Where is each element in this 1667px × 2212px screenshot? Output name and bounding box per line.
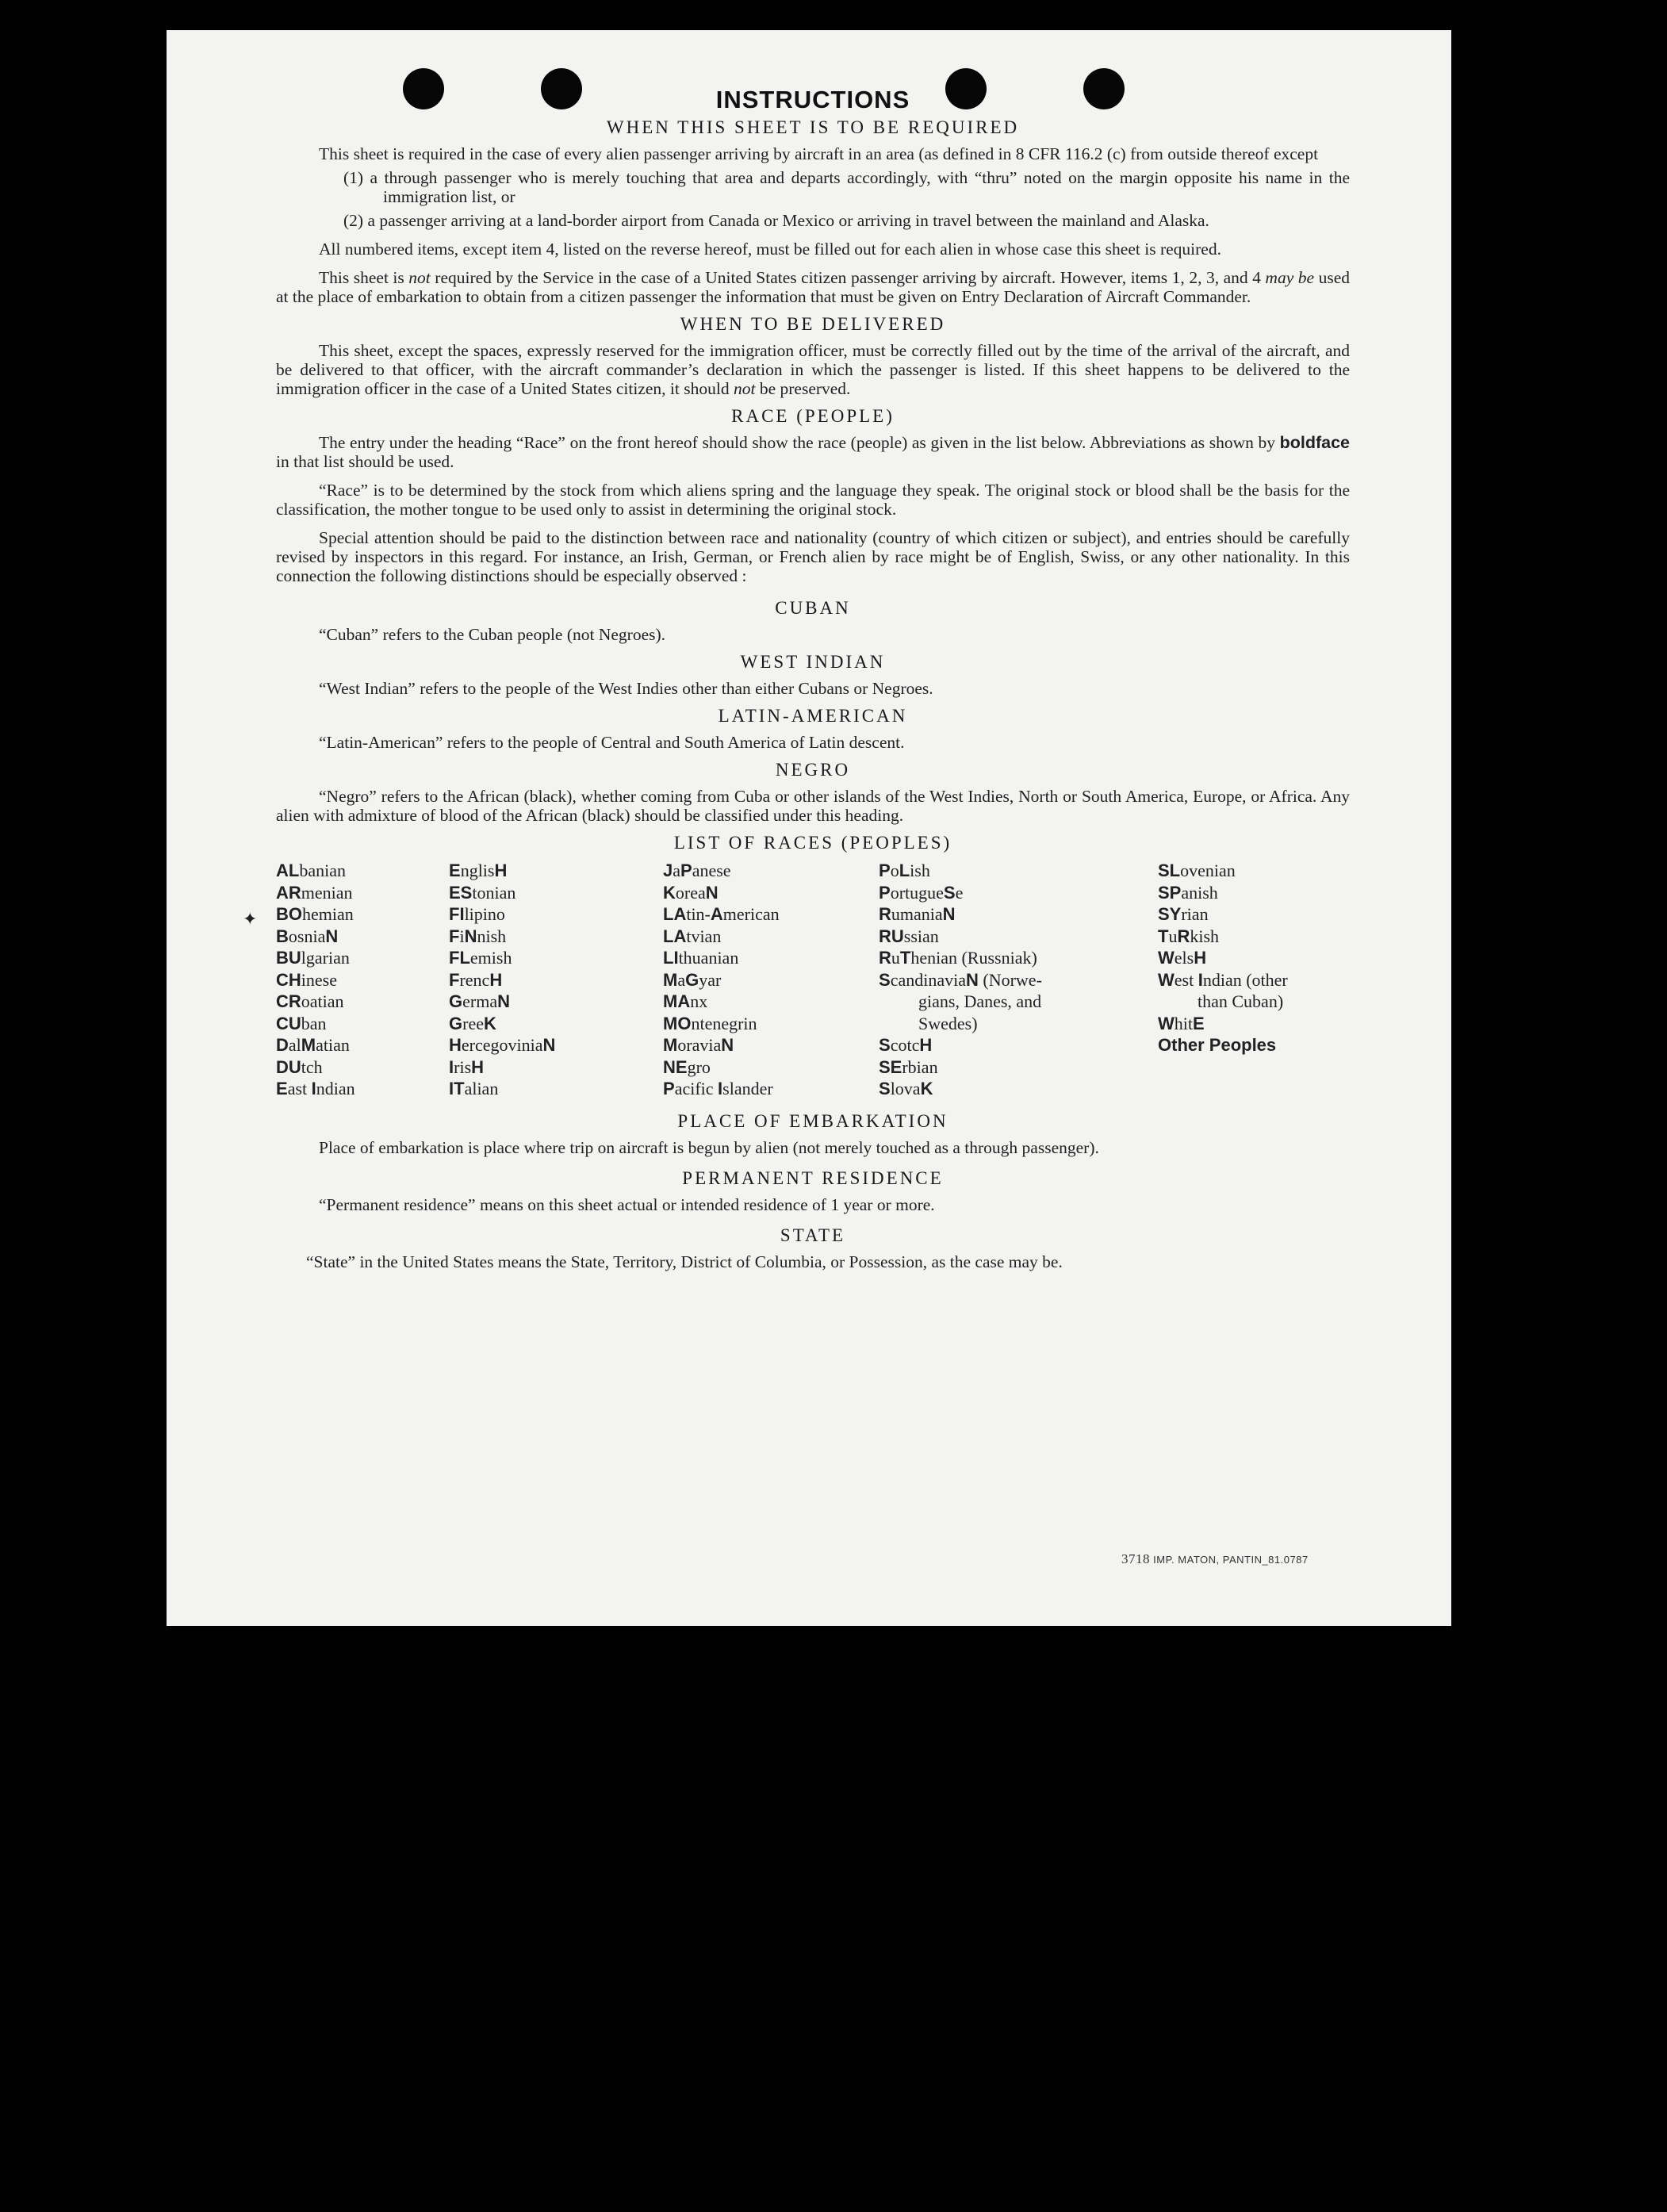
paragraph: The entry under the heading “Race” on the front hereof should show the race (people) as given in the list below. Abbreviations as shown by boldface in that list should be used.: [276, 433, 1350, 471]
race-entry: GreeK: [449, 1013, 496, 1033]
section-heading: WHEN THIS SHEET IS TO BE REQUIRED: [606, 117, 1020, 137]
race-entry: GermaN: [449, 991, 510, 1011]
race-entry: LAtvian: [663, 926, 722, 946]
paragraph: This sheet is required in the case of every alien passenger arriving by aircraft in an area (as defined in 8 CFR 116.2 (c) from outside thereof except: [319, 144, 1319, 163]
race-entry: PoLish: [879, 861, 930, 880]
race-entry: ScotcH: [879, 1035, 933, 1055]
section-heading: WHEN TO BE DELIVERED: [680, 314, 946, 334]
race-entry: East Indian: [276, 1079, 355, 1098]
section-heading: PERMANENT RESIDENCE: [682, 1167, 944, 1188]
race-entry: JaPanese: [663, 861, 731, 880]
paragraph: “West Indian” refers to the people of the West Indies other than either Cubans or Negroes.: [319, 679, 933, 698]
race-entry: FLemish: [449, 948, 512, 968]
races-column: [276, 860, 449, 1100]
race-entry: EStonian: [449, 882, 516, 903]
paragraph: “State” in the United States means the State, Territory, District of Columbia, or Possession, as the case may be.: [306, 1252, 1063, 1271]
race-entry: CHinese: [276, 969, 337, 990]
race-entry: PortugueSe: [879, 882, 964, 903]
race-entry: FrencH: [449, 969, 503, 990]
races-list: [276, 860, 1350, 1100]
paragraph: “Cuban” refers to the Cuban people (not Negroes).: [319, 625, 666, 644]
paragraph: Place of embarkation is place where trip on aircraft is begun by alien (not merely touched as a through passenger).: [319, 1137, 1099, 1157]
race-entry: BUlgarian: [276, 948, 350, 968]
race-entry: BOhemian: [276, 904, 354, 924]
list-item: (2) a passenger arriving at a land-border airport from Canada or Mexico or arriving in travel between the mainland and Alaska.: [343, 211, 1209, 230]
race-entry: LIthuanian: [663, 948, 739, 968]
race-entry: ALbanian: [276, 861, 346, 880]
race-entry: BosniaN: [276, 926, 339, 946]
race-entry: SErbian: [879, 1056, 938, 1077]
section-heading: CUBAN: [775, 598, 851, 618]
race-entry: CRoatian: [276, 991, 344, 1011]
race-entry: NEgro: [663, 1056, 711, 1077]
race-entry: MaGyar: [663, 969, 722, 990]
races-column: [449, 860, 663, 1100]
section-heading: LIST OF RACES (PEOPLES): [673, 833, 952, 853]
paragraph: “Latin-American” refers to the people of Central and South America of Latin descent.: [319, 733, 905, 752]
race-entry: DUtch: [276, 1056, 323, 1077]
races-column: [879, 860, 1158, 1100]
races-column: [663, 860, 879, 1100]
race-entry: FIlipino: [449, 904, 505, 924]
ink-mark: ✦: [243, 909, 258, 929]
race-entry: West Indian (other than Cuban): [1158, 969, 1288, 1011]
paragraph: “Permanent residence” means on this sheet actual or intended residence of 1 year or more.: [319, 1194, 935, 1214]
section-heading: WEST INDIAN: [740, 652, 886, 672]
race-entry: SLovenian: [1158, 861, 1236, 880]
document-sheet: [167, 30, 1451, 1626]
page-title: INSTRUCTIONS: [715, 86, 910, 113]
race-entry: SYrian: [1158, 904, 1209, 924]
race-entry: TuRkish: [1158, 926, 1220, 946]
section-heading: RACE (PEOPLE): [731, 406, 895, 426]
section-heading: STATE: [780, 1225, 846, 1245]
race-entry: MAnx: [663, 991, 708, 1011]
race-entry: Pacific Islander: [663, 1079, 773, 1098]
race-entry: WelsH: [1158, 948, 1207, 968]
section-heading: LATIN-AMERICAN: [718, 706, 908, 726]
paragraph: This sheet, except the spaces, expressly reserved for the immigration officer, must be correctly filled out by the time of the arrival of the aircraft, and be delivered to that officer, with the aircraft commander’s declaration in which the passenger is listed. If this sheet happens to be delivered to the immigration officer in the case of a United States citizen, it should not be preserved.: [276, 341, 1350, 398]
race-entry: MOntenegrin: [663, 1013, 757, 1033]
section-heading: PLACE OF EMBARKATION: [677, 1110, 948, 1131]
race-entry: RumaniaN: [879, 904, 956, 924]
race-entry: KoreaN: [663, 882, 719, 903]
paragraph: “Race” is to be determined by the stock from which aliens spring and the language they speak. The original stock or blood shall be the basis for the classification, the mother tongue to be used only to assist in determining the original stock.: [276, 481, 1350, 519]
race-entry: SPanish: [1158, 882, 1218, 903]
instructions-content: [276, 79, 1350, 1271]
section-heading: NEGRO: [775, 760, 851, 780]
list-item: (1) a through passenger who is merely touching that area and departs accordingly, with “thru” noted on the margin opposite his name in the immigration list, or: [343, 168, 1350, 206]
race-entry: SlovaK: [879, 1079, 933, 1098]
race-entry: LAtin-American: [663, 904, 780, 924]
paragraph: “Negro” refers to the African (black), whether coming from Cuba or other islands of the West Indies, North or South America, Europe, or Africa. Any alien with admixture of blood of the African (black) should be classified under this heading.: [276, 787, 1350, 825]
race-entry: EnglisH: [449, 861, 508, 880]
printer-mark: IMP. MATON, PANTIN_81.0787: [1153, 1554, 1309, 1566]
form-footer: [1121, 1551, 1309, 1567]
form-number: 3718: [1121, 1551, 1150, 1566]
paragraph: This sheet is not required by the Service in the case of a United States citizen passenger arriving by aircraft. However, items 1, 2, 3, and 4 may be used at the place of embarkation to obtain from a citizen passenger the information that must be given on Entry Declaration of Aircraft Commander.: [276, 268, 1350, 306]
race-entry: WhitE: [1158, 1013, 1205, 1033]
race-entry: IrisH: [449, 1056, 485, 1077]
race-entry: CUban: [276, 1013, 327, 1033]
race-entry: ARmenian: [276, 882, 353, 903]
race-entry: Other Peoples: [1158, 1035, 1277, 1055]
race-entry: HercegoviniaN: [449, 1035, 556, 1055]
races-column: [1158, 860, 1350, 1100]
race-entry: MoraviaN: [663, 1035, 734, 1055]
paragraph: All numbered items, except item 4, listed on the reverse hereof, must be filled out for each alien in whose case this sheet is required.: [319, 240, 1221, 259]
race-entry: RUssian: [879, 926, 939, 946]
race-entry: DalMatian: [276, 1035, 350, 1055]
race-entry: ITalian: [449, 1079, 499, 1098]
paragraph: Special attention should be paid to the distinction between race and nationality (country of which citizen or subject), and entries should be carefully revised by inspectors in this regard. For instance, an Irish, German, or French alien by race might be of English, Swiss, or any other nationality. In this connection the following distinctions should be especially observed :: [276, 528, 1350, 585]
race-entry: ScandinaviaN (Norwe- gians, Danes, and Swedes): [879, 969, 1042, 1033]
race-entry: FiNnish: [449, 926, 507, 946]
race-entry: RuThenian (Russniak): [879, 948, 1037, 968]
